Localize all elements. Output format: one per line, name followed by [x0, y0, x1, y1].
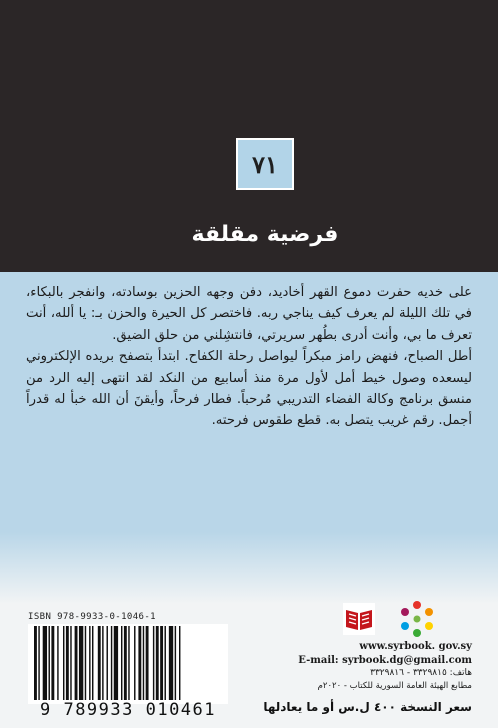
email-text: E-mail: syrbook.dg@gmail.com: [298, 655, 472, 666]
blurb-paragraph-1: على خديه حفرت دموع القهر أخاديد، دفن وجهه الحزين بوسادته، وانفجر بالبكاء، في تلك الليلة لم يعرف كيف يناجي ربه. فاختصر كل الحيرة والحزن بـ: يا ألله، أنت تعرف ما بي، وأنت أدرى بطُهر سريرتي، فانتشِلني من حلق الضيق.: [26, 285, 472, 343]
gradient-fade: [0, 532, 498, 604]
isbn-label: ISBN 978-9933-0-1046-1: [28, 612, 157, 622]
price-text: سعر النسخة ٤٠٠ ل.س أو ما يعادلها: [263, 700, 472, 714]
series-number: ٧١: [252, 149, 278, 179]
children-circle-logo-icon: [396, 598, 438, 640]
barcode-bars-icon: [28, 624, 228, 702]
book-logo-icon: [342, 602, 376, 636]
barcode: [28, 624, 228, 704]
barcode-digits: 9 789933 010461: [39, 700, 217, 720]
book-title: فرضية مقلقة: [191, 222, 339, 247]
website-text: www.syrbook. gov.sy: [359, 641, 472, 652]
phone-text: هاتف: ٣٣٢٩٨١٥ - ٣٣٢٩٨١٦: [370, 668, 472, 678]
publisher-info: [270, 640, 472, 693]
printer-text: مطابع الهيئة العامة السورية للكتاب - ٢٠٢٠م: [317, 681, 472, 691]
series-number-box: [236, 138, 294, 190]
blurb-paragraph-2: أطل الصباح، فنهض رامز مبكراً ليواصل رحلة الكفاح. ابتدأ بتصفح بريده الإلكتروني ليسعده وصول خيط أمل لأول مرة منذ أسابيع من النكد لقد انتهى إليه الرد من منسق برنامج وكالة الفضاء التدريبي مُرحباً. فطار فرحاً، وأيقنَ أن الله خبأ له قدراً أجمل. رقم غريب يتصل به. قطع طقوس فرحته.: [26, 349, 472, 429]
blurb-text: [26, 282, 472, 432]
